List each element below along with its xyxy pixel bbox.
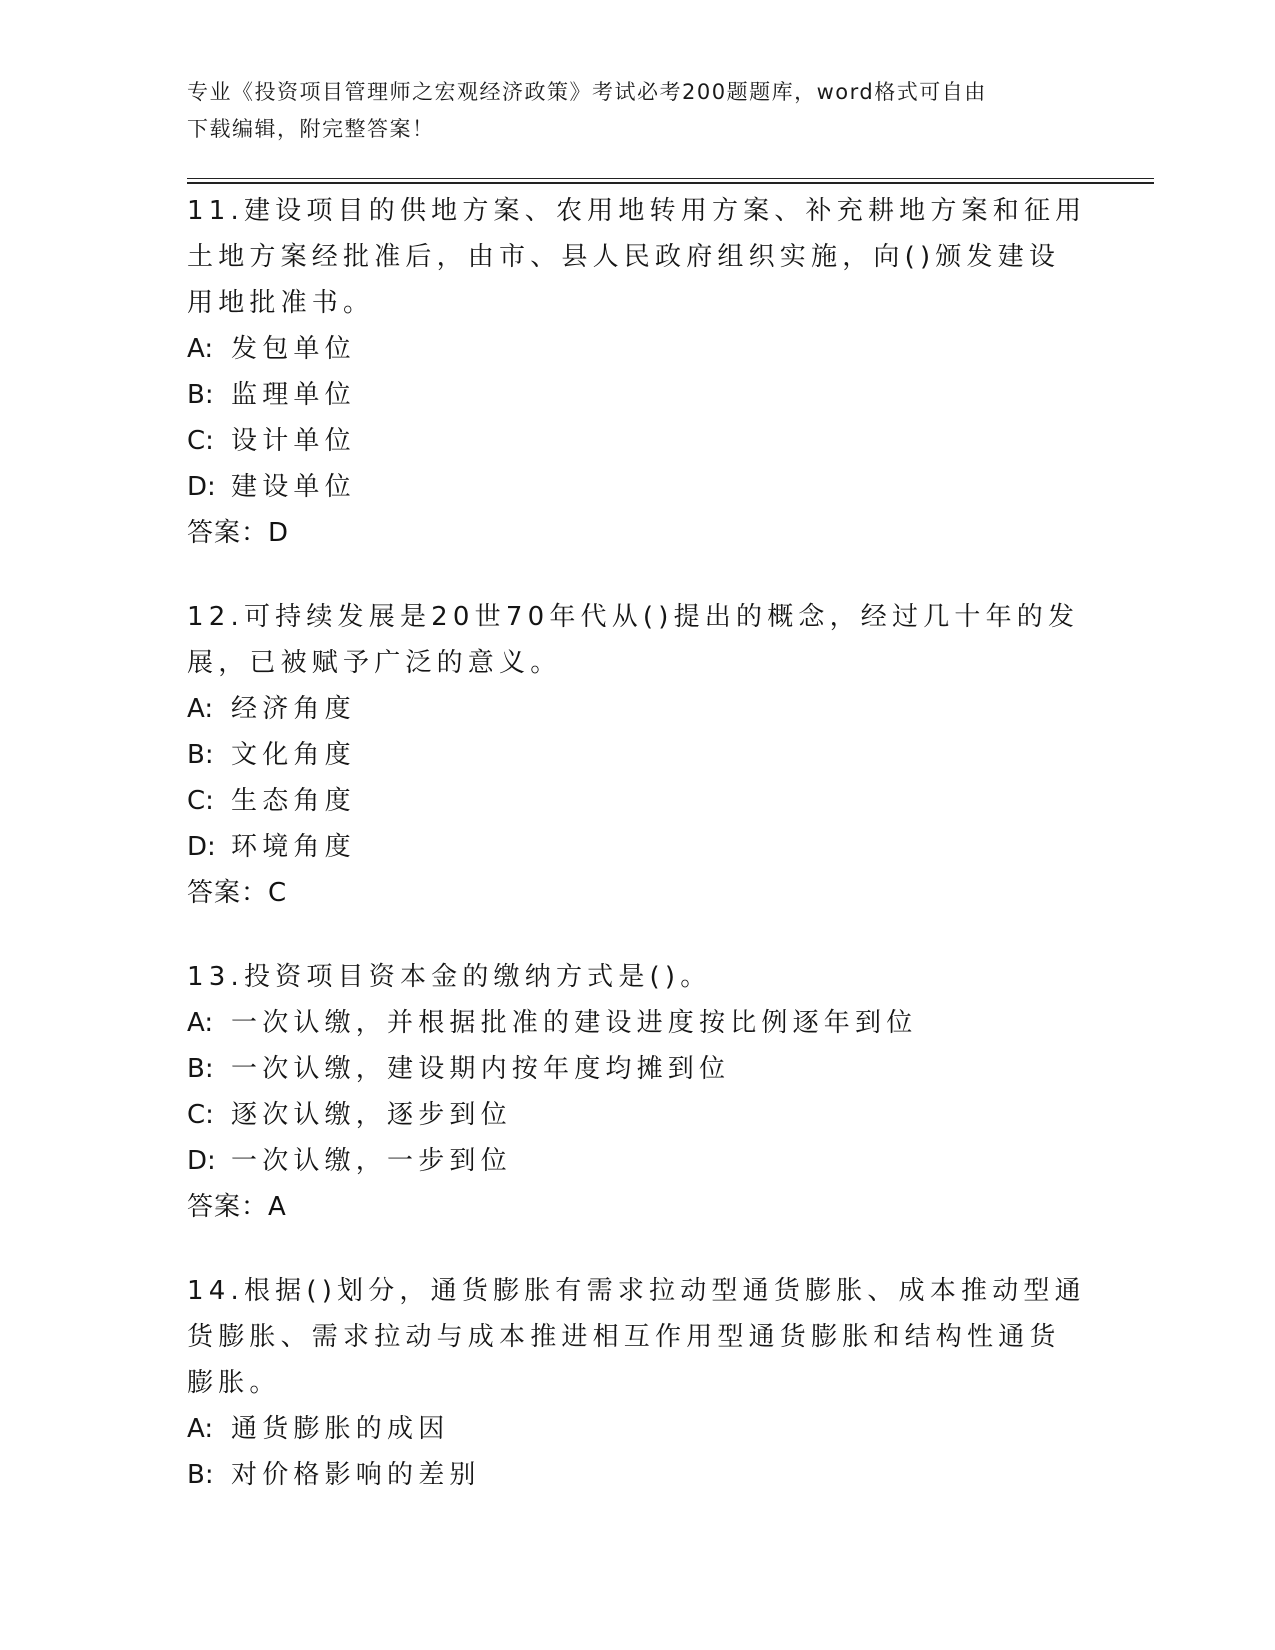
option-key: D:	[187, 832, 216, 862]
answer-line: 答案：C	[187, 878, 288, 908]
question-14	[187, 1268, 1087, 1498]
question-12	[187, 594, 1087, 916]
question-stem: 12.可持续发展是20世70年代从()提出的概念，经过几十年的发展，已被赋予广泛的意义。	[187, 602, 1080, 678]
option-text: 对价格影响的差别	[231, 1460, 481, 1490]
option-a	[187, 1406, 1087, 1452]
option-text: 设计单位	[231, 426, 356, 456]
option-text: 发包单位	[231, 334, 356, 364]
question-list	[187, 188, 1087, 1536]
question-stem: 11.建设项目的供地方案、农用地转用方案、补充耕地方案和征用土地方案经批准后，由市、县人民政府组织实施，向()颁发建设用地批准书。	[187, 196, 1087, 318]
option-text: 文化角度	[231, 740, 356, 770]
option-b	[187, 372, 1087, 418]
option-a	[187, 1000, 1087, 1046]
header-line-2: 下载编辑，附完整答案！	[187, 117, 435, 141]
question-stem: 14.根据()划分，通货膨胀有需求拉动型通货膨胀、成本推动型通货膨胀、需求拉动与成本推进相互作用型通货膨胀和结构性通货膨胀。	[187, 1276, 1086, 1398]
option-d	[187, 1138, 1087, 1184]
option-text: 一次认缴，建设期内按年度均摊到位	[231, 1054, 731, 1084]
option-text: 生态角度	[231, 786, 356, 816]
option-key: D:	[187, 472, 216, 502]
option-key: B:	[187, 1054, 214, 1084]
option-c	[187, 418, 1087, 464]
option-text: 逐次认缴，逐步到位	[231, 1100, 512, 1130]
option-key: C:	[187, 786, 214, 816]
option-key: A:	[187, 334, 214, 364]
option-text: 建设单位	[231, 472, 356, 502]
option-text: 一次认缴，并根据批准的建设进度按比例逐年到位	[231, 1008, 918, 1038]
option-key: C:	[187, 426, 214, 456]
option-key: C:	[187, 1100, 214, 1130]
option-key: A:	[187, 1008, 214, 1038]
option-key: A:	[187, 694, 214, 724]
document-header	[187, 74, 1067, 148]
question-11	[187, 188, 1087, 556]
option-a	[187, 326, 1087, 372]
option-key: B:	[187, 380, 214, 410]
option-key: B:	[187, 740, 214, 770]
question-stem: 13.投资项目资本金的缴纳方式是()。	[187, 962, 712, 992]
option-b	[187, 1452, 1087, 1498]
option-text: 监理单位	[231, 380, 356, 410]
header-line-1: 专业《投资项目管理师之宏观经济政策》考试必考200题题库，word格式可自由	[187, 80, 987, 104]
header-divider-thick	[187, 182, 1154, 184]
option-key: B:	[187, 1460, 214, 1490]
option-d	[187, 464, 1087, 510]
header-divider-thin	[187, 178, 1154, 179]
option-key: D:	[187, 1146, 216, 1176]
option-c	[187, 1092, 1087, 1138]
question-13	[187, 954, 1087, 1230]
option-key: A:	[187, 1414, 214, 1444]
option-b	[187, 732, 1087, 778]
option-text: 环境角度	[231, 832, 356, 862]
answer-line: 答案：A	[187, 1192, 287, 1222]
option-c	[187, 778, 1087, 824]
option-a	[187, 686, 1087, 732]
option-d	[187, 824, 1087, 870]
option-b	[187, 1046, 1087, 1092]
answer-line: 答案：D	[187, 518, 290, 548]
option-text: 一次认缴，一步到位	[231, 1146, 512, 1176]
option-text: 通货膨胀的成因	[231, 1414, 450, 1444]
option-text: 经济角度	[231, 694, 356, 724]
